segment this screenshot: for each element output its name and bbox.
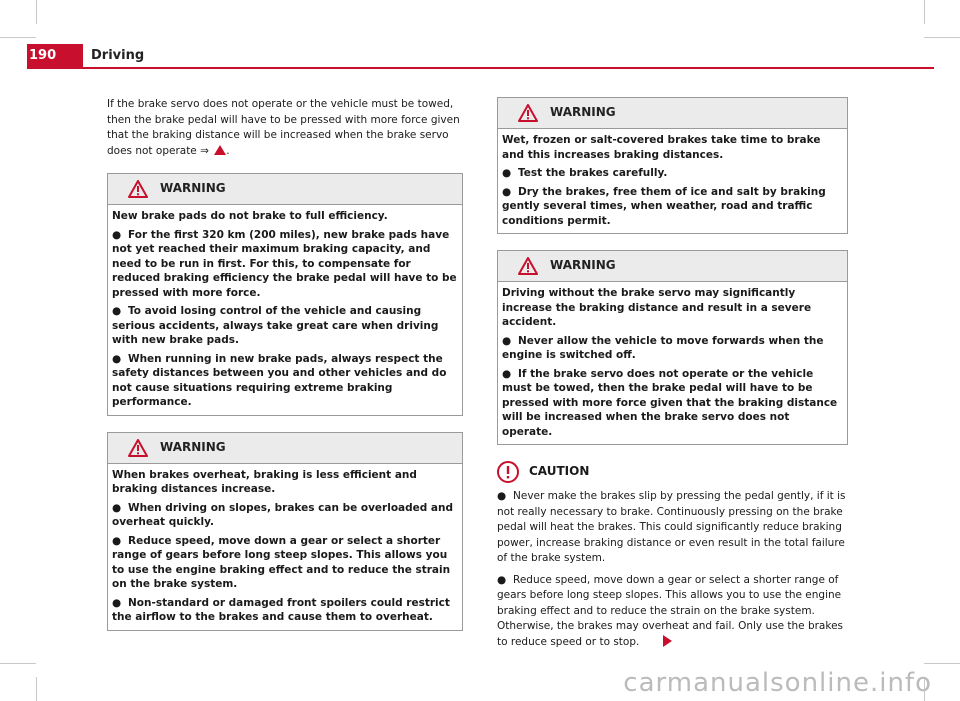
warning-lead: When brakes overheat, braking is less efficient and braking distances increase. (112, 468, 417, 495)
warnings-left (107, 173, 463, 631)
warning-triangle-icon (518, 104, 538, 122)
crop-mark (0, 663, 36, 664)
warning-body (108, 464, 462, 630)
warning-reference-icon[interactable] (214, 145, 226, 155)
caution-icon (497, 461, 519, 483)
right-column (497, 97, 848, 656)
warning-bullet: ● Dry the brakes, free them of ice and salt by braking gently several times, when weather, road and traffic conditions permit. (502, 185, 826, 227)
warning-title: WARNING (160, 181, 226, 196)
warning-lead: Driving without the brake servo may significantly increase the braking distance and result in a severe accident. (502, 287, 812, 328)
warning-box (497, 97, 848, 234)
caution-item: ● Never make the brakes slip by pressing the pedal gently, if it is not really necessary to brake. Continuously pressing on the brake pedal will heat the brakes. This could significantly reduce braking power, increase braking distance or even result in the total failure of the brake system. (497, 490, 846, 564)
warning-bullet: ● Test the brakes carefully. (502, 167, 668, 179)
warning-body (108, 205, 462, 415)
warning-header (108, 174, 462, 205)
left-column (107, 97, 463, 647)
warning-header (498, 98, 847, 129)
crop-mark (36, 677, 37, 701)
caution-item: ● Reduce speed, move down a gear or select a shorter range of gears before long steep slopes. This allows you to use the engine braking effect and to reduce the strain on the brake system. Otherwise, the brakes may overheat and fail. Only use the brakes to reduce speed or to stop. (497, 573, 843, 648)
warning-bullet: ● For the first 320 km (200 miles), new brake pads have not yet reached their maximum braking capacity, and need to be run in first. For this, to compensate for reduced braking efficiency the brake pedal will have to be pressed with more force. (112, 228, 457, 299)
warning-triangle-icon (128, 439, 148, 457)
warning-lead: Wet, frozen or salt-covered brakes take time to brake and this increases braking distances. (502, 134, 821, 161)
section-title: Driving (91, 48, 145, 63)
warning-bullet: ● Non-standard or damaged front spoilers could restrict the airflow to the brakes and cause them to overheat. (112, 596, 450, 623)
warning-lead: New brake pads do not brake to full efficiency. (112, 210, 388, 222)
crop-mark (0, 37, 36, 38)
header-rule (27, 67, 934, 69)
warning-bullet: ● Never allow the vehicle to move forwards when the engine is switched off. (502, 334, 824, 361)
crop-mark (924, 663, 960, 664)
warning-title: WARNING (550, 258, 616, 273)
page-number: 190 (27, 44, 83, 68)
caution-header (497, 461, 848, 483)
warning-title: WARNING (550, 105, 616, 120)
warning-box (107, 173, 463, 416)
warnings-right (497, 97, 848, 445)
warning-triangle-icon (518, 257, 538, 275)
watermark: carmanualsonline.info (623, 668, 932, 698)
warning-triangle-icon (128, 180, 148, 198)
warning-header (498, 251, 847, 282)
warning-title: WARNING (160, 439, 226, 454)
caution-title: CAUTION (529, 464, 590, 479)
warning-bullet: ● To avoid losing control of the vehicle and causing serious accidents, always take great care when driving with new brake pads. (112, 305, 439, 346)
continue-arrow-icon (663, 635, 672, 647)
intro-paragraph: If the brake servo does not operate or the vehicle must be towed, then the brake pedal will have to be pressed with more force given that the braking distance will be increased when the brake servo does not operate ⇒ . (107, 98, 460, 157)
crop-mark (924, 0, 925, 24)
warning-body (498, 282, 847, 444)
crop-mark (36, 0, 37, 24)
warning-bullet: ● When running in new brake pads, always respect the safety distances between you and other vehicles and do not cause situations requiring extreme braking performance. (112, 352, 447, 408)
warning-header (108, 433, 462, 464)
warning-bullet: ● Reduce speed, move down a gear or select a shorter range of gears before long steep slopes. This allows you to use the engine braking effect and to reduce the strain on the brake system. (112, 534, 451, 590)
caution-body (497, 489, 848, 650)
warning-body (498, 129, 847, 233)
warning-bullet: ● If the brake servo does not operate or the vehicle must be towed, then the brake pedal will have to be pressed with more force given that the braking distance will be increased when the brake servo does not operate. (502, 367, 838, 438)
warning-box (107, 432, 463, 631)
warning-bullet: ● When driving on slopes, brakes can be overloaded and overheat quickly. (112, 501, 454, 528)
warning-box (497, 250, 848, 445)
crop-mark (924, 37, 960, 38)
